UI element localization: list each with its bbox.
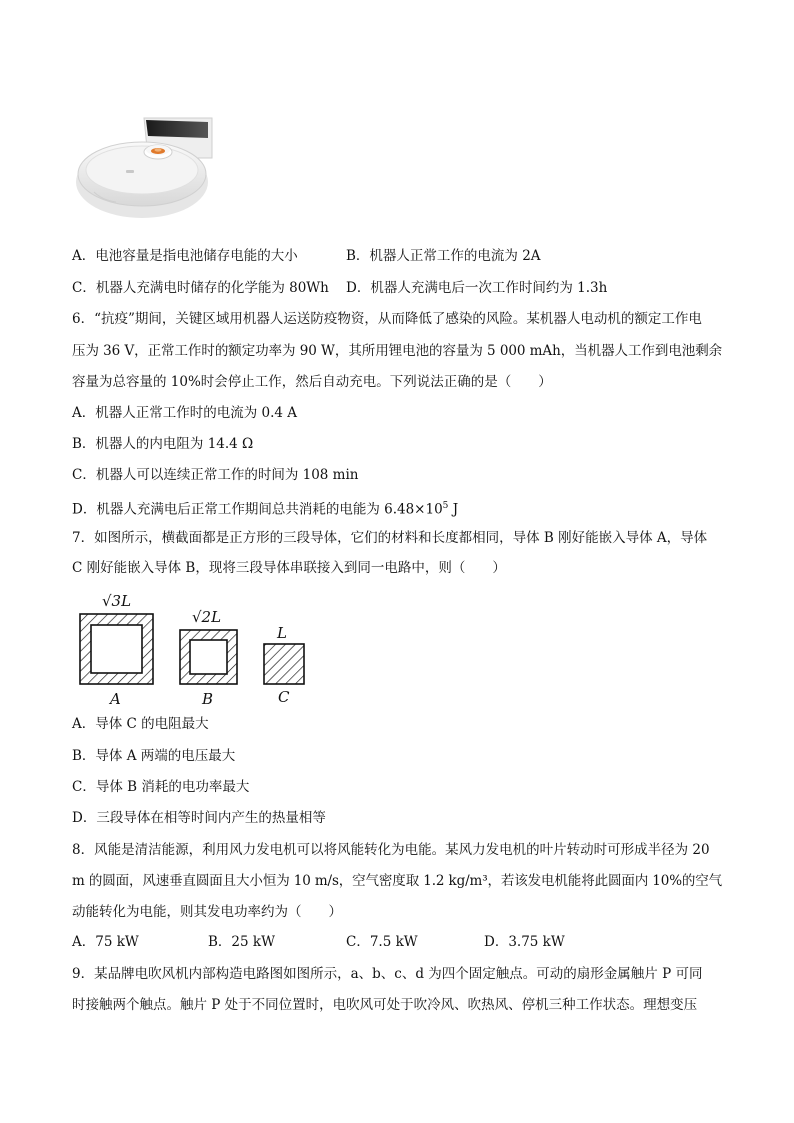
label-sqrt3l: √3L — [102, 592, 132, 610]
q6-stem-line-1: 6．“抗疫”期间，关键区域用机器人运送防疫物资，从而降低了感染的风险。某机器人电动机的额定工作电 — [72, 311, 702, 327]
q7-stem-line-2: C 刚好能嵌入导体 B，现将三段导体串联接入到同一电路中，则（ ） — [72, 560, 506, 576]
label-l: L — [277, 624, 287, 642]
conductor-a-inner — [91, 625, 142, 673]
q8-stem-line-2: m 的圆面，风速垂直圆面且大小恒为 10 m/s，空气密度取 1.2 kg/m³，若该发电机能将此圆面内 10%的空气 — [72, 873, 723, 889]
conductor-b-inner — [190, 640, 227, 674]
q5-option-c: C．机器人充满电时储存的化学能为 80Wh — [72, 280, 329, 296]
q7-option-a: A．导体 C 的电阻最大 — [72, 716, 209, 732]
label-sqrt2l: √2L — [192, 608, 222, 626]
q9-stem-line-2: 时接触两个触点。触片 P 处于不同位置时，电吹风可处于吹冷风、吹热风、停机三种工作状态。理想变压 — [72, 997, 698, 1013]
q6-option-d-exponent: 5 — [442, 501, 449, 511]
q5-option-b: B．机器人正常工作的电流为 2A — [346, 248, 541, 264]
label-b: B — [202, 690, 214, 708]
q6-stem-line-3: 容量为总容量的 10%时会停止工作，然后自动充电。下列说法正确的是（ ） — [72, 374, 552, 390]
q7-option-c: C．导体 B 消耗的电功率最大 — [72, 779, 250, 795]
label-c: C — [278, 688, 290, 706]
label-a: A — [110, 690, 121, 708]
q5-option-a: A．电池容量是指电池储存电能的大小 — [72, 248, 298, 264]
q7-option-b: B．导体 A 两端的电压最大 — [72, 748, 236, 764]
q8-option-b: B．25 kW — [208, 934, 275, 950]
q6-option-a: A．机器人正常工作时的电流为 0.4 A — [72, 405, 298, 421]
q7-option-d: D．三段导体在相等时间内产生的热量相等 — [72, 810, 326, 826]
q8-option-a: A．75 kW — [72, 934, 139, 950]
q6-option-c: C．机器人可以连续正常工作的时间为 108 min — [72, 467, 359, 483]
q5-option-d: D．机器人充满电后一次工作时间约为 1.3h — [346, 280, 608, 296]
q8-option-c: C．7.5 kW — [346, 934, 418, 950]
q6-option-b: B．机器人的内电阻为 14.4 Ω — [72, 436, 254, 452]
q6-stem-line-2: 压为 36 V，正常工作时的额定功率为 90 W，其所用锂电池的容量为 5 000 mAh，当机器人工作到电池剩余 — [72, 343, 723, 359]
q6-option-d-unit: J — [448, 501, 459, 518]
conductor-c — [264, 644, 304, 684]
q7-stem-line-1: 7．如图所示，横截面都是正方形的三段导体，它们的材料和长度都相同，导体 B 刚好能嵌入导体 A，导体 — [72, 530, 708, 546]
q8-option-d: D．3.75 kW — [484, 934, 565, 950]
q8-stem-line-3: 动能转化为电能，则其发电功率约为（ ） — [72, 904, 342, 920]
robot-vacuum-image — [72, 100, 220, 226]
q9-stem-line-1: 9．某品牌电吹风机内部构造电路图如图所示，a、b、c、d 为四个固定触点。可动的扇形金属触片 P 可同 — [72, 966, 703, 982]
q6-option-d-text: D．机器人充满电后正常工作期间总共消耗的电能为 6.48×10 — [72, 501, 443, 518]
q6-option-d — [72, 496, 458, 520]
conductor-cross-section-figure — [72, 590, 332, 710]
q8-stem-line-1: 8．风能是清洁能源，利用风力发电机可以将风能转化为电能。某风力发电机的叶片转动时可形成半径为 20 — [72, 842, 710, 858]
